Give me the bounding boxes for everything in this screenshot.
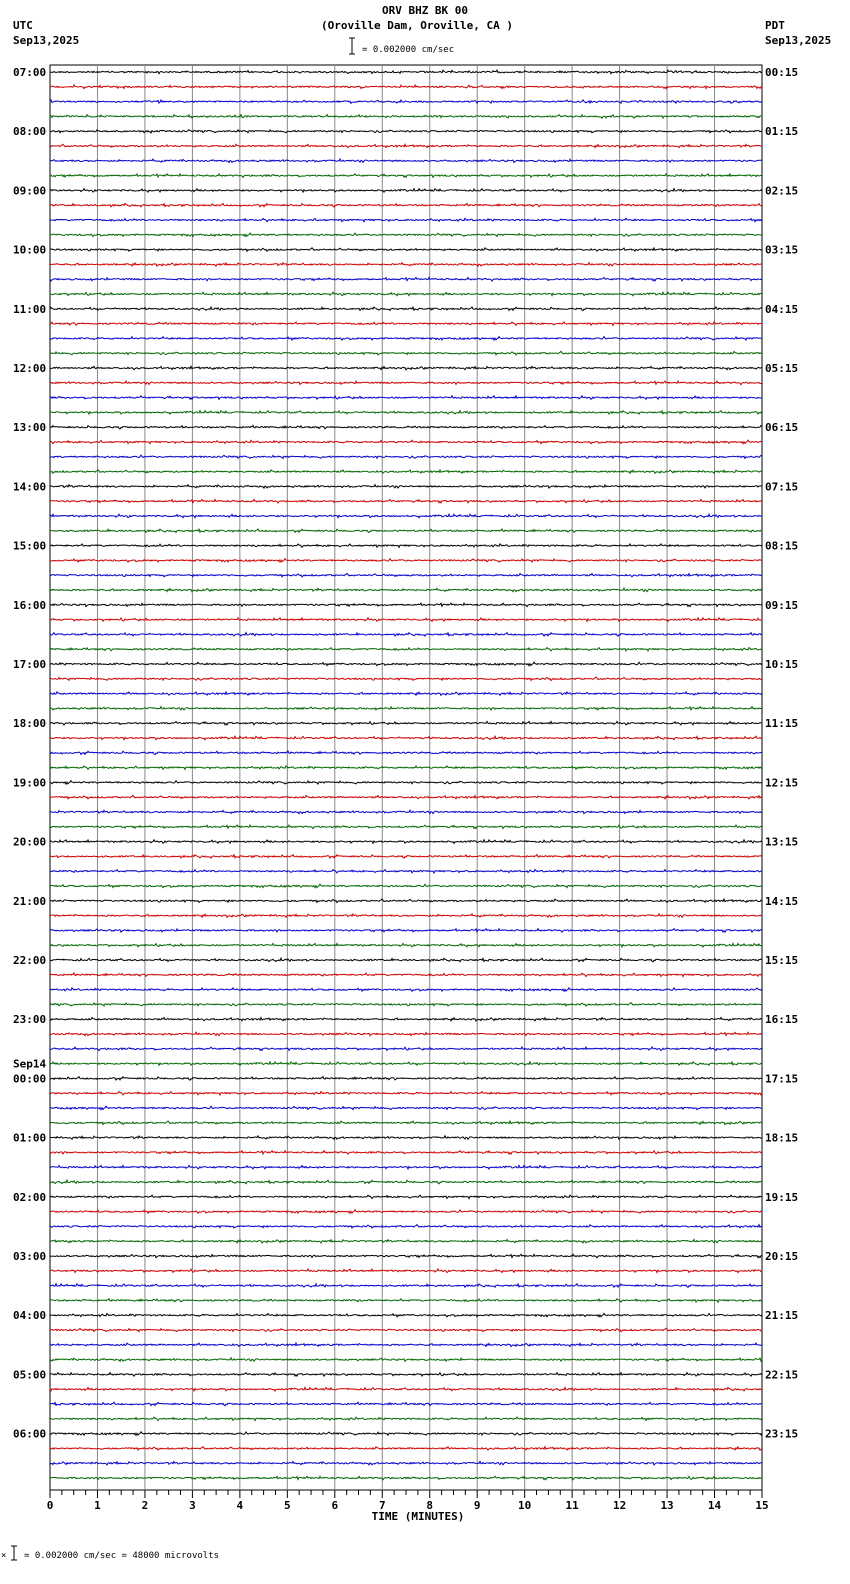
trace-line: [50, 781, 762, 785]
trace-line: [50, 855, 762, 859]
trace-line: [50, 603, 762, 607]
left-hour-label: 18:00: [13, 717, 47, 731]
trace-line: [50, 337, 762, 341]
trace-line: [50, 1447, 762, 1451]
x-tick-label: 9: [473, 1499, 481, 1512]
trace-line: [50, 396, 762, 400]
left-hour-label: 07:00: [13, 66, 47, 79]
trace-line: [50, 366, 762, 370]
trace-line: [50, 573, 762, 577]
left-date: Sep13,2025: [13, 34, 80, 47]
left-hour-label: 17:00: [13, 658, 47, 671]
trace-line: [50, 499, 762, 503]
trace-line: [50, 1165, 762, 1169]
trace-line: [50, 1461, 762, 1465]
x-tick-label: 5: [284, 1499, 291, 1512]
trace-line: [50, 810, 762, 814]
trace-line: [50, 189, 762, 193]
right-hour-label: 08:15: [765, 539, 799, 553]
right-date: Sep13,2025: [765, 34, 832, 47]
trace-line: [50, 1032, 762, 1036]
date-change-label: Sep14: [13, 1057, 47, 1071]
trace-line: [50, 973, 762, 977]
station-location: (Oroville Dam, Oroville, CA ): [320, 19, 514, 32]
footer-scale-label: = 0.002000 cm/sec = 48000 microvolts: [24, 1551, 220, 1561]
trace-line: [50, 233, 762, 237]
trace-line: [50, 736, 762, 740]
right-hour-label: 04:15: [765, 302, 799, 316]
right-hour-label: 11:15: [765, 717, 799, 731]
trace-line: [50, 1180, 762, 1184]
trace-line: [50, 825, 762, 829]
station-title: ORV BHZ BK 00: [381, 4, 469, 17]
trace-line: [50, 381, 762, 385]
trace-line: [50, 1077, 762, 1081]
trace-line: [50, 440, 762, 444]
x-axis-label: TIME (MINUTES): [371, 1510, 465, 1523]
trace-line: [50, 529, 762, 533]
right-hour-label: 06:15: [765, 421, 799, 435]
trace-line: [50, 766, 762, 770]
x-tick-label: 4: [236, 1499, 244, 1512]
trace-line: [50, 174, 762, 178]
right-hour-label: 10:15: [765, 658, 799, 671]
trace-line: [50, 263, 762, 267]
left-hour-label: 01:00: [13, 1131, 47, 1145]
trace-line: [50, 914, 762, 918]
trace-line: [50, 1358, 762, 1362]
trace-line: [50, 707, 762, 711]
left-hour-label: 00:00: [13, 1072, 47, 1086]
left-hour-label: 02:00: [13, 1190, 47, 1204]
right-hour-label: 19:15: [765, 1190, 799, 1204]
trace-line: [50, 1136, 762, 1140]
right-hour-label: 23:15: [765, 1427, 799, 1441]
left-hour-label: 10:00: [13, 243, 47, 257]
left-hour-label: 04:00: [13, 1309, 47, 1323]
trace-line: [50, 721, 762, 725]
trace-line: [50, 514, 762, 518]
trace-line: [50, 159, 762, 163]
trace-line: [50, 470, 762, 474]
trace-line: [50, 988, 762, 992]
trace-line: [50, 1106, 762, 1110]
left-hour-label: 15:00: [13, 539, 47, 553]
x-tick-label: 6: [331, 1499, 339, 1512]
trace-line: [50, 1417, 762, 1421]
trace-line: [50, 1239, 762, 1243]
right-hour-label: 18:15: [765, 1131, 799, 1145]
right-hour-label: 13:15: [765, 835, 799, 849]
x-tick-label: 13: [660, 1499, 674, 1512]
trace-line: [50, 648, 762, 652]
left-hour-label: 20:00: [13, 835, 47, 849]
trace-line: [50, 633, 762, 637]
trace-line: [50, 1432, 762, 1436]
footer-marker: ×: [1, 1551, 7, 1561]
left-hour-label: 13:00: [13, 421, 47, 435]
right-hour-label: 01:15: [765, 125, 799, 139]
trace-line: [50, 1269, 762, 1273]
left-hour-label: 03:00: [13, 1250, 47, 1263]
x-tick-label: 14: [707, 1499, 722, 1512]
x-tick-label: 12: [612, 1499, 627, 1512]
trace-line: [50, 618, 762, 622]
trace-line: [50, 559, 762, 563]
right-hour-label: 00:15: [765, 66, 799, 79]
trace-line: [50, 958, 762, 962]
trace-line: [50, 795, 762, 799]
trace-line: [50, 1195, 762, 1199]
right-hour-label: 22:15: [765, 1368, 799, 1382]
left-hour-label: 19:00: [13, 776, 47, 790]
right-hour-label: 12:15: [765, 776, 799, 790]
x-tick-label: 3: [189, 1499, 196, 1512]
trace-line: [50, 144, 762, 148]
trace-line: [50, 248, 762, 252]
trace-line: [50, 692, 762, 696]
trace-line: [50, 100, 762, 104]
trace-line: [50, 1092, 762, 1096]
x-tick-label: 1: [94, 1499, 101, 1512]
right-hour-label: 02:15: [765, 184, 799, 198]
trace-line: [50, 485, 762, 489]
left-hour-label: 12:00: [13, 362, 47, 375]
trace-line: [50, 307, 762, 311]
x-tick-label: 10: [518, 1499, 532, 1512]
left-hour-label: 11:00: [13, 302, 47, 316]
right-hour-label: 05:15: [765, 362, 799, 375]
trace-line: [50, 1476, 762, 1480]
trace-line: [50, 1313, 762, 1317]
trace-line: [50, 751, 762, 755]
right-hour-label: 16:15: [765, 1013, 799, 1027]
left-hour-label: 06:00: [13, 1427, 47, 1441]
x-tick-label: 0: [46, 1499, 54, 1512]
trace-line: [50, 899, 762, 903]
right-hour-label: 03:15: [765, 243, 799, 257]
trace-line: [50, 85, 762, 89]
trace-line: [50, 1151, 762, 1155]
trace-line: [50, 677, 762, 681]
left-hour-label: 16:00: [13, 598, 47, 612]
trace-line: [50, 70, 762, 74]
trace-line: [50, 588, 762, 592]
header-scale-label: = 0.002000 cm/sec: [362, 45, 455, 55]
trace-line: [50, 411, 762, 415]
trace-line: [50, 278, 762, 282]
trace-line: [50, 870, 762, 874]
trace-line: [50, 929, 762, 933]
trace-line: [50, 1062, 762, 1066]
trace-line: [50, 662, 762, 666]
x-tick-label: 15: [755, 1499, 769, 1512]
trace-line: [50, 884, 762, 888]
left-hour-label: 08:00: [13, 125, 47, 139]
right-hour-label: 15:15: [765, 954, 799, 967]
right-hour-label: 14:15: [765, 894, 799, 908]
left-hour-label: 23:00: [13, 1013, 47, 1027]
right-hour-label: 17:15: [765, 1072, 799, 1086]
trace-line: [50, 115, 762, 119]
trace-line: [50, 1210, 762, 1214]
trace-line: [50, 218, 762, 222]
trace-line: [50, 1328, 762, 1332]
x-tick-label: 7: [378, 1499, 386, 1512]
trace-line: [50, 203, 762, 207]
left-hour-label: 05:00: [13, 1368, 47, 1382]
right-hour-label: 20:15: [765, 1250, 799, 1263]
trace-line: [50, 943, 762, 947]
trace-line: [50, 1254, 762, 1258]
left-timezone: UTC: [13, 19, 33, 32]
trace-line: [50, 292, 762, 296]
trace-line: [50, 1121, 762, 1125]
trace-line: [50, 322, 762, 326]
left-hour-label: 21:00: [13, 894, 47, 908]
trace-line: [50, 425, 762, 429]
trace-line: [50, 1284, 762, 1288]
trace-line: [50, 1003, 762, 1007]
trace-line: [50, 1299, 762, 1303]
trace-line: [50, 1018, 762, 1022]
x-tick-label: 8: [426, 1499, 434, 1512]
trace-line: [50, 351, 762, 355]
trace-line: [50, 840, 762, 844]
trace-line: [50, 130, 762, 133]
x-tick-label: 11: [565, 1499, 579, 1512]
left-hour-label: 09:00: [13, 184, 47, 198]
left-hour-label: 14:00: [13, 480, 47, 494]
trace-line: [50, 455, 762, 458]
trace-line: [50, 1402, 762, 1406]
right-timezone: PDT: [765, 19, 785, 32]
right-hour-label: 21:15: [765, 1309, 799, 1323]
trace-line: [50, 1047, 762, 1051]
trace-line: [50, 1387, 762, 1391]
trace-line: [50, 1225, 762, 1229]
trace-line: [50, 1373, 762, 1377]
left-hour-label: 22:00: [13, 954, 47, 967]
right-hour-label: 09:15: [765, 598, 799, 612]
right-hour-label: 07:15: [765, 480, 799, 494]
trace-line: [50, 544, 762, 548]
x-tick-label: 2: [141, 1499, 149, 1512]
trace-line: [50, 1343, 762, 1347]
